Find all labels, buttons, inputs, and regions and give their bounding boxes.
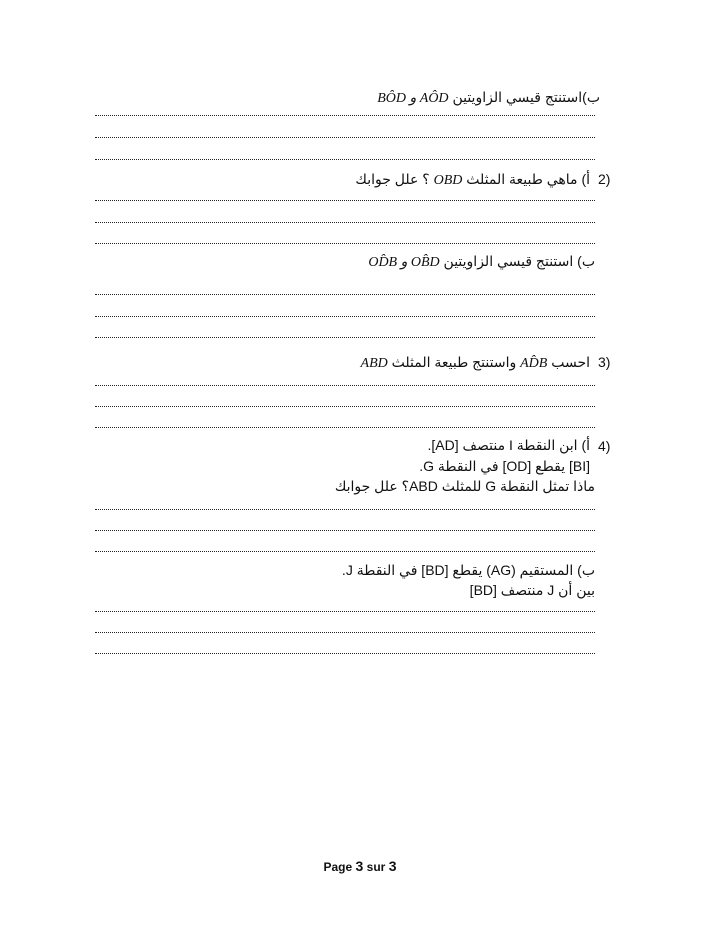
answer-line	[95, 156, 595, 160]
answer-line	[95, 527, 595, 531]
answer-line	[95, 650, 595, 654]
question-1b-text: ب)استنتج قيسي الزاويتين	[452, 89, 600, 105]
answer-line	[95, 629, 595, 633]
answer-line	[95, 112, 595, 116]
answer-line	[95, 197, 595, 201]
answer-line	[95, 608, 595, 612]
question-2b-text: ب) استنتج قيسي الزاويتين	[443, 253, 595, 269]
question-4b-line-2: بين أن J منتصف [BD]	[469, 582, 595, 598]
answer-line	[95, 334, 595, 338]
question-1b	[377, 88, 600, 108]
footer-middle: sur	[366, 860, 386, 874]
question-3-math: AD̂B	[520, 356, 548, 371]
question-1b-math: AÔD و BÔD	[377, 91, 449, 106]
page-footer	[0, 858, 720, 874]
answer-line	[95, 403, 595, 407]
question-3-text: احسب	[551, 354, 590, 370]
footer-current-page: 3	[355, 858, 364, 874]
answer-line	[95, 240, 595, 244]
question-4b-line-1: ب) المستقيم (AG) يقطع [BD] في النقطة J.	[341, 562, 595, 578]
question-4-line-2: [BI] يقطع [OD] في النقطة G.	[419, 458, 590, 474]
question-4-line-1: أ) ابن النقطة I منتصف [AD].	[427, 437, 590, 453]
question-2b-math: OB̂D و OD̂B	[368, 255, 440, 270]
answer-line	[95, 134, 595, 138]
answer-line	[95, 424, 595, 428]
question-2	[355, 170, 590, 190]
question-2-number: 2)	[598, 171, 611, 187]
answer-line	[95, 506, 595, 510]
footer-prefix: Page	[323, 860, 353, 874]
answer-line	[95, 548, 595, 552]
question-3	[361, 353, 590, 373]
question-2-tail: ؟ علل جوابك	[355, 171, 430, 187]
answer-line	[95, 313, 595, 317]
question-4-number: 4)	[598, 438, 611, 454]
answer-line	[95, 291, 595, 295]
question-4-line-3: ماذا تمثل النقطة G للمثلث ABD؟ علل جوابك	[334, 478, 595, 494]
question-2-math: OBD	[433, 173, 463, 188]
question-2-text: أ) ماهي طبيعة المثلث	[466, 171, 590, 187]
question-3-tail: واستنتج طبيعة المثلث	[391, 354, 517, 370]
question-2b	[368, 252, 595, 272]
answer-line	[95, 382, 595, 386]
footer-total-pages: 3	[388, 858, 397, 874]
question-3-number: 3)	[598, 354, 611, 370]
question-3-math2: ABD	[360, 356, 388, 371]
answer-line	[95, 219, 595, 223]
